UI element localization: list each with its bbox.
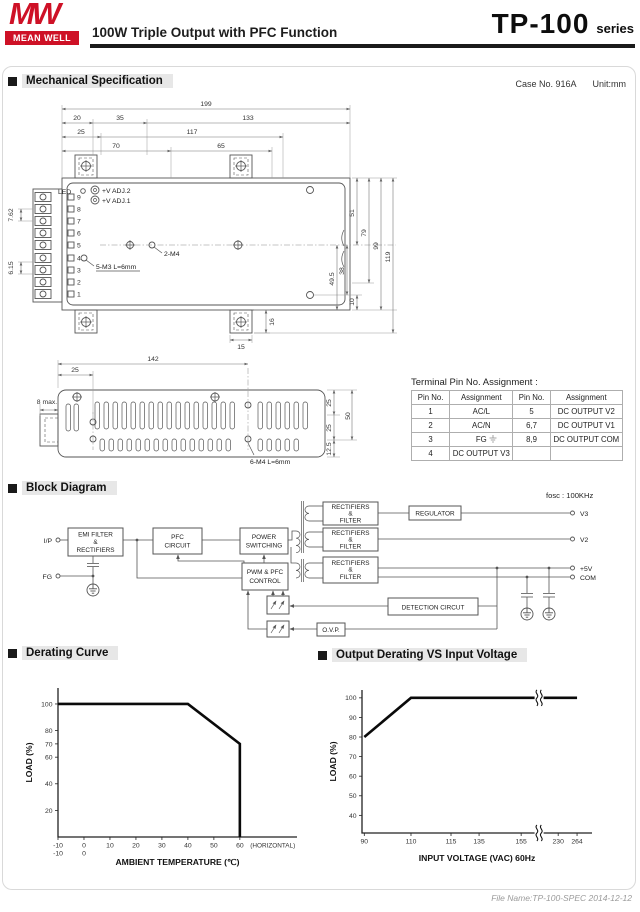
- detection-circuit-box: DETECTION CIRCUT: [401, 604, 465, 612]
- dim-38: 38: [339, 267, 346, 275]
- pin-number-8: 8: [77, 206, 81, 214]
- svg-text:230: 230: [552, 838, 564, 846]
- dim-10: 10: [349, 298, 356, 306]
- pin-number-9: 9: [77, 194, 81, 202]
- case-number: Case No. 916A: [515, 79, 577, 89]
- block-boxes: [68, 502, 478, 636]
- rectifiers-filter-box-2: RECTIFIERS: [331, 530, 370, 537]
- section-bullet-icon: [8, 484, 17, 493]
- dim-50: 50: [345, 412, 352, 420]
- table-row: [412, 419, 623, 433]
- svg-text:80: 80: [44, 727, 53, 735]
- cell: DC OUTPUT V1: [550, 419, 622, 433]
- dim-142: 142: [147, 356, 159, 363]
- rectifiers-filter-box-2-line2: &: [348, 536, 353, 544]
- col-header: Pin No.: [412, 391, 450, 405]
- dim-49-5: 49.5: [329, 272, 336, 286]
- dim-51: 51: [349, 209, 356, 217]
- m3-label: 5-M3 L=6mm: [96, 264, 137, 271]
- svg-text:AMBIENT TEMPERATURE (℃): AMBIENT TEMPERATURE (℃): [115, 857, 240, 867]
- svg-text:50: 50: [348, 793, 357, 801]
- cell: DC OUTPUT COM: [550, 433, 622, 447]
- svg-text:135: 135: [473, 838, 485, 846]
- side-case-outline: [40, 368, 325, 457]
- svg-text:40: 40: [184, 842, 192, 850]
- input-terminal-label: I/P: [43, 538, 52, 545]
- cell-fg: [450, 433, 513, 447]
- svg-text:155: 155: [515, 838, 527, 846]
- dim-70: 70: [112, 143, 120, 150]
- cell: 4: [412, 447, 450, 461]
- dim-35: 35: [116, 115, 124, 122]
- plus5v-terminal-label: +5V: [580, 566, 593, 573]
- vadj1-label: +V ADJ.1: [102, 198, 131, 205]
- meanwell-logo-text: MEAN WELL: [5, 31, 79, 45]
- dim-20: 20: [73, 115, 81, 122]
- series-suffix: series: [596, 21, 634, 36]
- svg-text:110: 110: [405, 838, 417, 846]
- cell: AC/N: [450, 419, 513, 433]
- unit-label: Unit:mm: [592, 79, 626, 89]
- vadj2-label: +V ADJ.2: [102, 188, 131, 195]
- terminal-pin-table: [411, 377, 623, 461]
- emi-filter-box-line3: RECTIFIERS: [76, 547, 115, 554]
- svg-text:40: 40: [348, 812, 357, 820]
- svg-text:10: 10: [106, 842, 114, 850]
- svg-text:80: 80: [348, 734, 357, 742]
- ground-icon: [489, 435, 497, 443]
- table-row: [412, 433, 623, 447]
- svg-text:LOAD (%): LOAD (%): [328, 741, 338, 782]
- dim-side-25r2: 25: [326, 424, 333, 432]
- fg-terminal-label: FG: [42, 574, 52, 581]
- dim-side-25r1: 25: [326, 399, 333, 407]
- table-row: [412, 447, 623, 461]
- section-derating-curve: [8, 646, 118, 660]
- v3-terminal-label: V3: [580, 511, 589, 518]
- svg-text:INPUT VOLTAGE (VAC) 60Hz: INPUT VOLTAGE (VAC) 60Hz: [418, 853, 536, 863]
- side-view-drawing: [0, 352, 400, 478]
- dim-12-5: 12.5: [326, 442, 333, 456]
- cell: AC/L: [450, 405, 513, 419]
- svg-text:264: 264: [571, 838, 583, 846]
- section-bullet-icon: [318, 651, 327, 660]
- pin-number-2: 2: [77, 279, 81, 287]
- cell: 2: [412, 419, 450, 433]
- drawing-annotations: [58, 188, 180, 299]
- case-info: [515, 79, 626, 89]
- section-bullet-icon: [8, 649, 17, 658]
- rectifiers-filter-box-3-line3: FILTER: [339, 574, 362, 581]
- svg-text:60: 60: [348, 773, 357, 781]
- svg-text:60: 60: [236, 842, 244, 850]
- meanwell-logo-icon: MW: [9, 0, 59, 31]
- rectifiers-filter-box-1-line3: FILTER: [339, 517, 362, 525]
- section-label: Mechanical Specification: [22, 74, 173, 88]
- case-outline: [33, 155, 396, 333]
- table-header-row: [412, 391, 623, 405]
- cell: [513, 447, 550, 461]
- svg-text:20: 20: [44, 807, 53, 815]
- svg-text:0: 0: [82, 842, 86, 850]
- svg-text:90: 90: [348, 714, 357, 722]
- emi-filter-box: EMI FILTER: [78, 531, 113, 539]
- section-label: Block Diagram: [22, 481, 117, 495]
- derating-curve-chart: [18, 662, 328, 880]
- power-switching-box-line2: SWITCHING: [245, 542, 283, 550]
- pwm-pfc-control-box-line2: CONTROL: [249, 578, 281, 585]
- ovp-box: O.V.P.: [322, 627, 340, 634]
- page-title: 100W Triple Output with PFC Function: [92, 25, 338, 40]
- table-row: [412, 405, 623, 419]
- pin-number-1: 1: [77, 291, 81, 299]
- block-diagram: [0, 487, 640, 645]
- v2-terminal-label: V2: [580, 537, 589, 544]
- rectifiers-filter-box-3: RECTIFIERS: [331, 560, 370, 567]
- cell: 3: [412, 433, 450, 447]
- rectifiers-filter-box-1: RECTIFIERS: [331, 504, 370, 511]
- pin-number-3: 3: [77, 267, 81, 275]
- series-title: [492, 8, 634, 40]
- svg-text:LOAD (%): LOAD (%): [24, 742, 34, 783]
- fosc-label: fosc : 100KHz: [546, 491, 594, 500]
- dim-199: 199: [200, 101, 212, 108]
- svg-text:70: 70: [44, 741, 53, 749]
- section-block-diagram: [8, 481, 117, 495]
- header: [0, 0, 640, 62]
- col-header: Assignment: [450, 391, 513, 405]
- block-wires: [56, 501, 575, 637]
- svg-text:0: 0: [82, 850, 86, 858]
- series-name: TP-100: [491, 8, 590, 39]
- svg-text:(HORIZONTAL): (HORIZONTAL): [250, 842, 296, 850]
- header-rule: [90, 44, 635, 48]
- cell: 8,9: [513, 433, 550, 447]
- dim-119: 119: [385, 251, 392, 263]
- dim-16: 16: [269, 318, 276, 326]
- dim-133: 133: [242, 115, 254, 122]
- cell: DC OUTPUT V2: [550, 405, 622, 419]
- dimension-lines: [8, 101, 397, 351]
- svg-text:-10: -10: [53, 850, 63, 858]
- section-label: Output Derating VS Input Voltage: [332, 648, 527, 662]
- m4-label: 2-M4: [164, 251, 180, 258]
- svg-text:40: 40: [44, 781, 53, 789]
- col-header: Assignment: [550, 391, 622, 405]
- top-view-drawing: [0, 95, 400, 353]
- col-header: Pin No.: [513, 391, 550, 405]
- svg-text:115: 115: [445, 838, 457, 846]
- dim-7-62: 7.62: [8, 208, 15, 222]
- svg-text:70: 70: [348, 754, 357, 762]
- svg-text:60: 60: [44, 754, 53, 762]
- dim-8max: 8 max.: [36, 399, 58, 406]
- com-terminal-label: COM: [580, 575, 596, 582]
- section-mechanical-specification: [8, 74, 173, 88]
- svg-text:100: 100: [41, 701, 53, 709]
- file-name-footer: File Name:TP-100-SPEC 2014-12-12: [491, 893, 632, 903]
- power-switching-box: POWER: [251, 534, 277, 541]
- pfc-circuit-box-line2: CIRCUIT: [164, 542, 191, 550]
- emi-filter-box-line2: &: [93, 539, 98, 546]
- cell: 1: [412, 405, 450, 419]
- pin-number-6: 6: [77, 230, 81, 238]
- svg-text:30: 30: [158, 842, 166, 850]
- rectifiers-filter-box-1-line2: &: [348, 510, 353, 518]
- regulator-box: REGULATOR: [415, 510, 455, 518]
- cell: 5: [513, 405, 550, 419]
- svg-text:100: 100: [345, 695, 357, 703]
- m4-side-label: 6-M4 L=6mm: [250, 459, 291, 466]
- led-label: LED: [58, 189, 72, 196]
- fg-text: FG: [475, 435, 487, 444]
- svg-text:50: 50: [210, 842, 218, 850]
- pfc-circuit-box: PFC: [171, 534, 184, 541]
- svg-text:20: 20: [132, 842, 140, 850]
- pin-number-5: 5: [77, 242, 81, 250]
- dim-79: 79: [361, 229, 368, 237]
- svg-text:90: 90: [360, 838, 369, 846]
- pin-number-4: 4: [77, 255, 81, 263]
- side-dimensions: [37, 356, 357, 466]
- cell: DC OUTPUT V3: [450, 447, 513, 461]
- pwm-pfc-control-box: PWM & PFC: [246, 569, 284, 576]
- cell: [550, 447, 622, 461]
- dim-65: 65: [217, 143, 225, 150]
- dim-117: 117: [186, 129, 198, 136]
- section-output-derating: [318, 648, 527, 662]
- dim-6-15: 6.15: [8, 261, 15, 275]
- dim-99: 99: [373, 242, 380, 250]
- rectifiers-filter-box-2-line3: FILTER: [339, 543, 362, 551]
- pin-table-title: Terminal Pin No. Assignment :: [411, 377, 538, 388]
- dim-side-25: 25: [71, 367, 79, 374]
- cell: 6,7: [513, 419, 550, 433]
- dim-25: 25: [77, 129, 85, 136]
- block-terminals: [43, 511, 597, 582]
- section-bullet-icon: [8, 77, 17, 86]
- rectifiers-filter-box-3-line2: &: [348, 566, 353, 574]
- dim-15: 15: [237, 344, 245, 351]
- input-voltage-derating-chart: [330, 662, 640, 880]
- svg-text:-10: -10: [53, 842, 63, 850]
- pin-number-7: 7: [77, 218, 81, 226]
- section-label: Derating Curve: [22, 646, 118, 660]
